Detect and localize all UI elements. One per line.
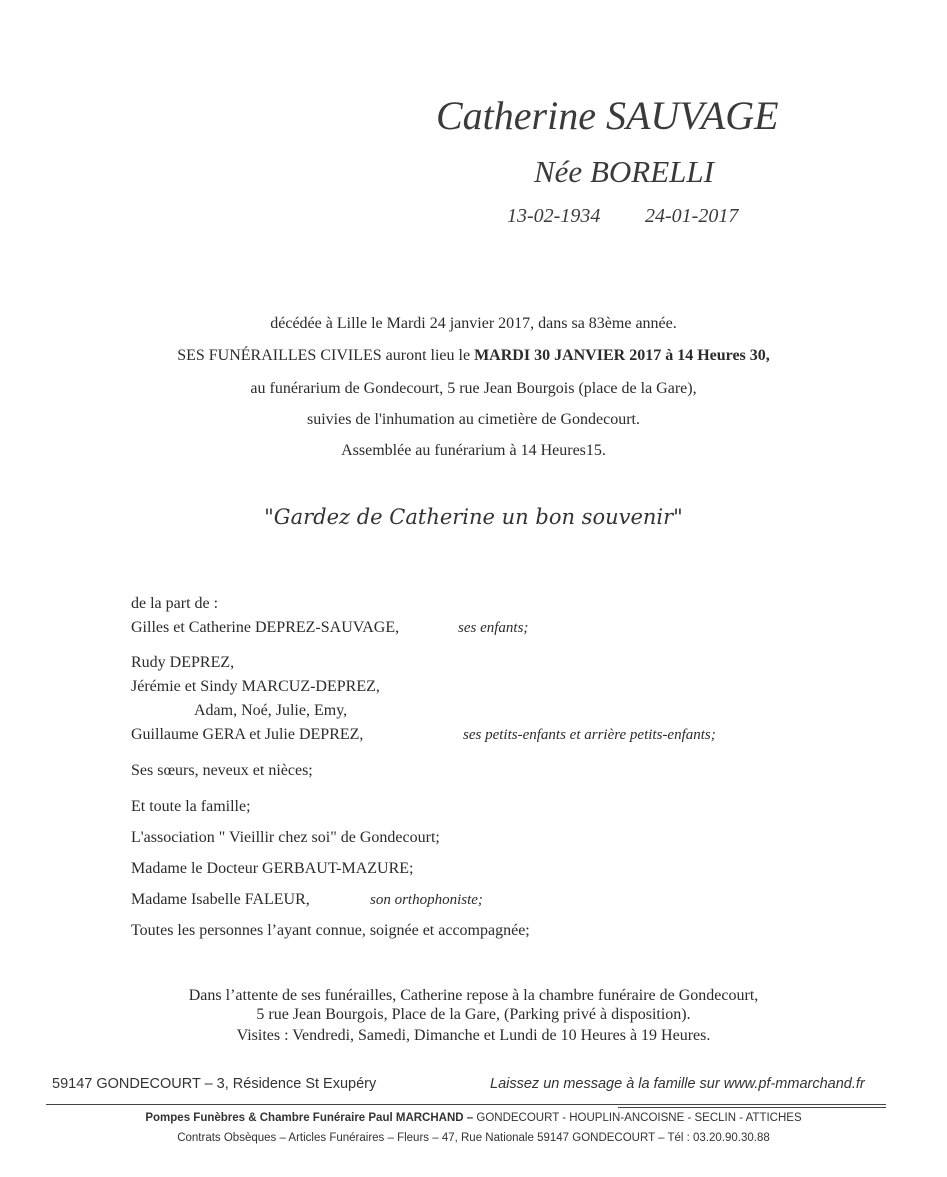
family-doctor: Madame le Docteur GERBAUT-MAZURE; [131,860,414,877]
family-grandchildren-role: ses petits-enfants et arrière petits-enfants; [463,727,716,743]
family-intro: de la part de : [131,595,219,612]
family-siblings: Ses sœurs, neveux et nièces; [131,762,313,779]
deceased-name: Catherine SAUVAGE [436,93,779,138]
footer-divider [46,1104,886,1105]
announcement-line-2 [0,347,947,365]
announcement-line-1: décédée à Lille le Mardi 24 janvier 2017, dans sa 83ème année. [270,315,677,332]
footer-address: 59147 GONDECOURT – 3, Résidence St Exupéry [52,1076,377,1092]
birth-date: 13-02-1934 [507,205,601,227]
visit-line-2: 5 rue Jean Bourgois, Place de la Gare, (Parking privé à disposition). [256,1006,691,1023]
family-all-people: Toutes les personnes l’ayant connue, soignée et accompagnée; [131,922,530,939]
visit-line-1: Dans l’attente de ses funérailles, Catherine repose à la chambre funéraire de Gondecourt, [188,987,759,1004]
death-date: 24-01-2017 [645,205,739,227]
announcement-line-2-prefix: SES FUNÉRAILLES CIVILES auront lieu le [177,347,475,364]
announcement-line-5: Assemblée au funérarium à 14 Heures15. [341,442,606,459]
family-grandchild-3: Adam, Noé, Julie, Emy, [194,702,348,719]
footer-divider-accent [618,1107,886,1108]
memorial-quote: "Gardez de Catherine un bon souvenir" [264,505,683,529]
maiden-name: Née BORELLI [534,154,714,189]
family-grandchild-4: Guillaume GERA et Julie DEPREZ, [131,726,364,743]
family-children: Gilles et Catherine DEPREZ-SAUVAGE, [131,619,400,636]
family-association: L'association " Vieillir chez soi" de Gondecourt; [131,829,440,846]
footer-message: Laissez un message à la famille sur www.pf-mmarchand.fr [490,1076,865,1092]
footer-contact: Contrats Obsèques – Articles Funéraires – Fleurs – 47, Rue Nationale 59147 GONDECOURT – Tél : 03.20.90.30.88 [177,1132,770,1144]
family-therapist-role: son orthophoniste; [370,892,483,908]
announcement-line-3: au funérarium de Gondecourt, 5 rue Jean Bourgois (place de la Gare), [250,380,697,397]
footer-company [0,1112,947,1124]
funeral-datetime: MARDI 30 JANVIER 2017 à 14 Heures 30, [474,347,770,364]
footer-company-name: Pompes Funèbres & Chambre Funéraire Paul MARCHAND – [145,1112,474,1124]
visit-line-3: Visites : Vendredi, Samedi, Dimanche et Lundi de 10 Heures à 19 Heures. [236,1027,711,1044]
family-therapist: Madame Isabelle FALEUR, [131,891,310,908]
announcement-line-4: suivies de l'inhumation au cimetière de Gondecourt. [306,411,640,428]
family-all: Et toute la famille; [131,798,251,815]
family-grandchild-2: Jérémie et Sindy MARCUZ-DEPREZ, [131,678,380,695]
family-grandchild-1: Rudy DEPREZ, [131,654,235,671]
family-children-role: ses enfants; [458,620,529,636]
footer-company-locations: GONDECOURT - HOUPLIN-ANCOISNE - SECLIN - ATTICHES [473,1112,802,1124]
